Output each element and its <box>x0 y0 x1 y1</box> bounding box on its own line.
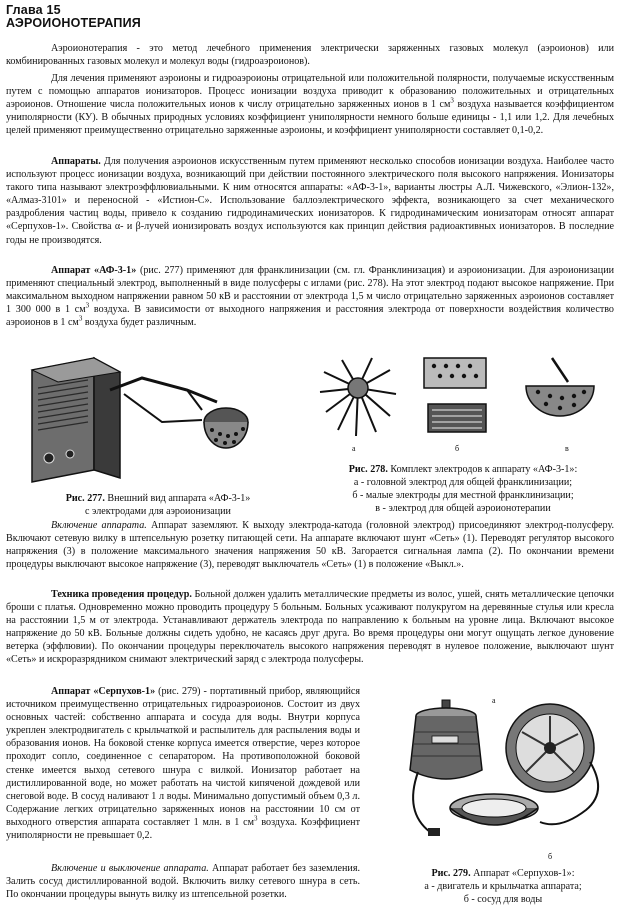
paragraph-turn-on-text: Аппарат заземляют. К выходу электрода-катода (головной электрод) присоединяют электрод-полусферу. Включают сетевую вилку в штепсельную розетку питающей сети. На аппарате включают шунт «Сеть» (1). Переводят регулятор высокого напряжения (3) в положение максимального значения напряжения 50 кВ. Загорается сигнальная лампа (2). По окончании времени процедуры выключают высокое напряжение (3), переводят выключатель «Сеть» (1) в положение «Выкл.». <box>6 520 615 571</box>
figure-278-caption <box>308 463 618 515</box>
paragraph-technique-lead: Техника проведения процедур. <box>51 589 192 600</box>
figure-278-caption-line2: а - головной электрод для общей франклинизации; <box>353 477 573 489</box>
figure-278-caption-line4: в - электрод для общей аэроионотерапии <box>375 503 551 515</box>
superscript: 3 <box>254 814 258 823</box>
superscript: 3 <box>78 315 83 324</box>
paragraph-af31-text-c: воздуха будет различным. <box>82 317 197 329</box>
paragraph-turn-on <box>6 519 614 571</box>
chapter-label: Глава 15 <box>6 3 61 17</box>
figure-278-caption-line3: б - малые электроды для местной франклинизации; <box>352 490 574 502</box>
figure-279-letter-b: б <box>548 852 553 861</box>
paragraph-af31-text-a: (рис. 277) применяют для франклинизации (см. гл. Франклинизация) и аэроионизации. Для аэроионизации применяют специальный электрод, выполненный в виде полусферы с иглами (рис. 278). На этот электрод подают высокое напряжение. При максимальном выходном напряжении равном 50 кВ и расстоянии от электрода 1,5 м число отрицательно заряженных аэроионов составляет 1 300 000 в 1 см <box>6 265 614 316</box>
figure-277-caption-line1 <box>8 492 308 505</box>
paragraph-af31 <box>6 264 614 329</box>
paragraph-turn-on-lead: Включение аппарата. <box>51 520 147 531</box>
figure-278-letter-c: в <box>565 444 569 453</box>
figure-277-apparatus-image <box>12 350 294 490</box>
chapter-title: АЭРОИОНОТЕРАПИЯ <box>6 16 141 30</box>
paragraph-technique-text: Больной должен удалить металлические предметы из волос, ушей, снять металлические цепочки броши с платья. Одновременно можно проводить процедуру 5 больным. Больных усаживают полукругом на деревянные стулья или кресла на расстоянии 1,5 м от электрода. Устанавливают держатель электрода по направлению к больным на уровне лица. Включают высокое напряжение до 50 кВ. Больные должны сидеть удобно, не касаясь друг друга. Во время процедуры они могут ощущать легкое дуновение ветерка (эффлювии). По окончании процедуры переключатель высокого напряжения переводят в нулевое положение, выключают шунт «Сеть» и искроразрядником снимают электрический заряд с электрода полусферы. <box>6 589 614 666</box>
paragraph-serpukhov-text-b: воздуха. Коэффициент униполярности не превышает 0,2. <box>6 816 360 842</box>
figure-279-caption-line1 <box>392 867 614 880</box>
paragraph-ionization <box>6 72 614 137</box>
figure-279-caption-line3: б - сосуд для воды <box>463 894 543 906</box>
figure-279-title: Аппарат «Серпухов-1»: <box>470 868 575 879</box>
figure-279-caption <box>392 867 614 906</box>
paragraph-serpukhov <box>6 685 360 842</box>
figure-278-label: Рис. 278. <box>348 464 388 475</box>
figure-277-title: Внешний вид аппарата «АФ-3-1» <box>104 493 251 504</box>
figure-278-letter-a: а <box>352 444 356 453</box>
paragraph-on-off-text: Аппарат работает без заземления. Залить сосуд дистиллированной водой. Включить вилку сетевого шнура в сеть. По окончании процедуры вынуть вилку из штепсельной розетки. <box>6 863 360 901</box>
figure-278-electrodes-image <box>316 352 612 452</box>
paragraph-on-off <box>6 862 360 901</box>
paragraph-ionization-text-a: Для лечения применяют аэроионы и гидроаэроионы отрицательной или положительной полярности, получаемые искусственным путем с помощью аппаратов ионизаторов. Процесс ионизации воздуха приводит к образованию положительных и отрицательных аэроионов. Отношение числа положительных ионов к числу отрицательно заряженных ионов в 1 см <box>6 73 614 111</box>
figure-279-caption-line2: а - двигатель и крыльчатка аппарата; <box>424 881 582 893</box>
figure-278-letter-b: б <box>455 444 460 453</box>
paragraph-technique <box>6 588 614 667</box>
figure-279-serpukhov-image <box>390 692 612 852</box>
figure-277-caption-line2: с электродами для аэроионизации <box>85 506 231 518</box>
paragraph-devices-lead: Аппараты. <box>51 156 101 167</box>
paragraph-serpukhov-lead: Аппарат «Серпухов-1» <box>51 686 156 697</box>
paragraph-intro-text: Аэроионотерапия - это метод лечебного применения электрически заряженных газовых молекул (аэроионов) или комбинированных газовых молекул и молекул воды (гидроаэроионов). <box>6 43 614 68</box>
paragraph-af31-text-b: воздуха. В зависимости от выходного напряжения и расстояния электрода от поверхности воздействия количество аэроионов в 1 см <box>6 304 614 329</box>
figure-278-title: Комплект электродов к аппарату «АФ-3-1»: <box>387 464 578 475</box>
paragraph-ionization-text-b: воздуха называется коэффициентом униполярности (КУ). В обычных природных условиях коэффициент униполярности немного больше единицы - 1,1 или 1,2. Для лечебных целей применяют преимущественно отрицательно заряженные аэроионы, и коэффициент униполярности составляет 0,1-0,2. <box>6 99 614 137</box>
paragraph-serpukhov-text-a: (рис. 279) - портативный прибор, являющийся источником преимущественно отрицательных гидроаэроионов. Состоит из двух основных частей: собственно аппарата и сосуда для воды. Внутри корпуса укреплен электродвигатель с крыльчаткой и распылитель для распыления воды и образования ионов. На боковой стенке корпуса имеется отверстие, через которое проходит сопло, соединенное с сепаратором. На противоположной боковой стенке имеется выход сетевого шнура с вилкой. Ионизатор работает на дистиллированной воде, но может работать на чистой кипяченой дождевой или снеговой воде. В сосуд наливают 1 л воды. Минимально допустимый объем 0,3 л. Содержание легких отрицательно заряженных ионов на расстоянии 10 см от выходного отверстия аппарата составляет 1 млн. в 1 см <box>6 686 360 828</box>
figure-279-label: Рис. 279. <box>431 868 471 879</box>
paragraph-on-off-lead: Включение и выключение аппарата. <box>51 863 209 874</box>
superscript: 3 <box>450 96 454 105</box>
superscript: 3 <box>85 301 90 310</box>
paragraph-intro <box>6 42 614 68</box>
paragraph-devices-text: Для получения аэроионов искусственным путем применяют несколько способов ионизации воздуха. Наиболее часто используют процесс ионизации воздуха, возникающий при действии постоянного электрического поля высокого напряжения. Ионизаторы такого типа называют электроэффлювиальными. К ним относятся аппараты: «АФ-3-1», варианты люстры А.Л. Чижевского, «Элион-132», «Алмаз-3101» и переносной - «Истион-С». Использование баллоэлектрического эффекта, возникающего за счет механического раздробления частиц воды, привело к созданию гидродинамических ионизаторов. К гидродинамическим ионизаторам относят аппарат «Серпухов-1». Свойства α- и β-лучей ионизировать воздух используются как принцип действия радиоактивных ионизаторов. В последние годы не производятся. <box>6 156 614 246</box>
figure-278-caption-line1 <box>308 463 618 476</box>
paragraph-af31-lead: Аппарат «АФ-3-1» <box>51 265 137 276</box>
figure-279-letter-a: а <box>492 696 496 705</box>
figure-277-caption <box>8 492 308 518</box>
paragraph-devices <box>6 155 614 247</box>
figure-277-label: Рис. 277. <box>65 493 105 504</box>
